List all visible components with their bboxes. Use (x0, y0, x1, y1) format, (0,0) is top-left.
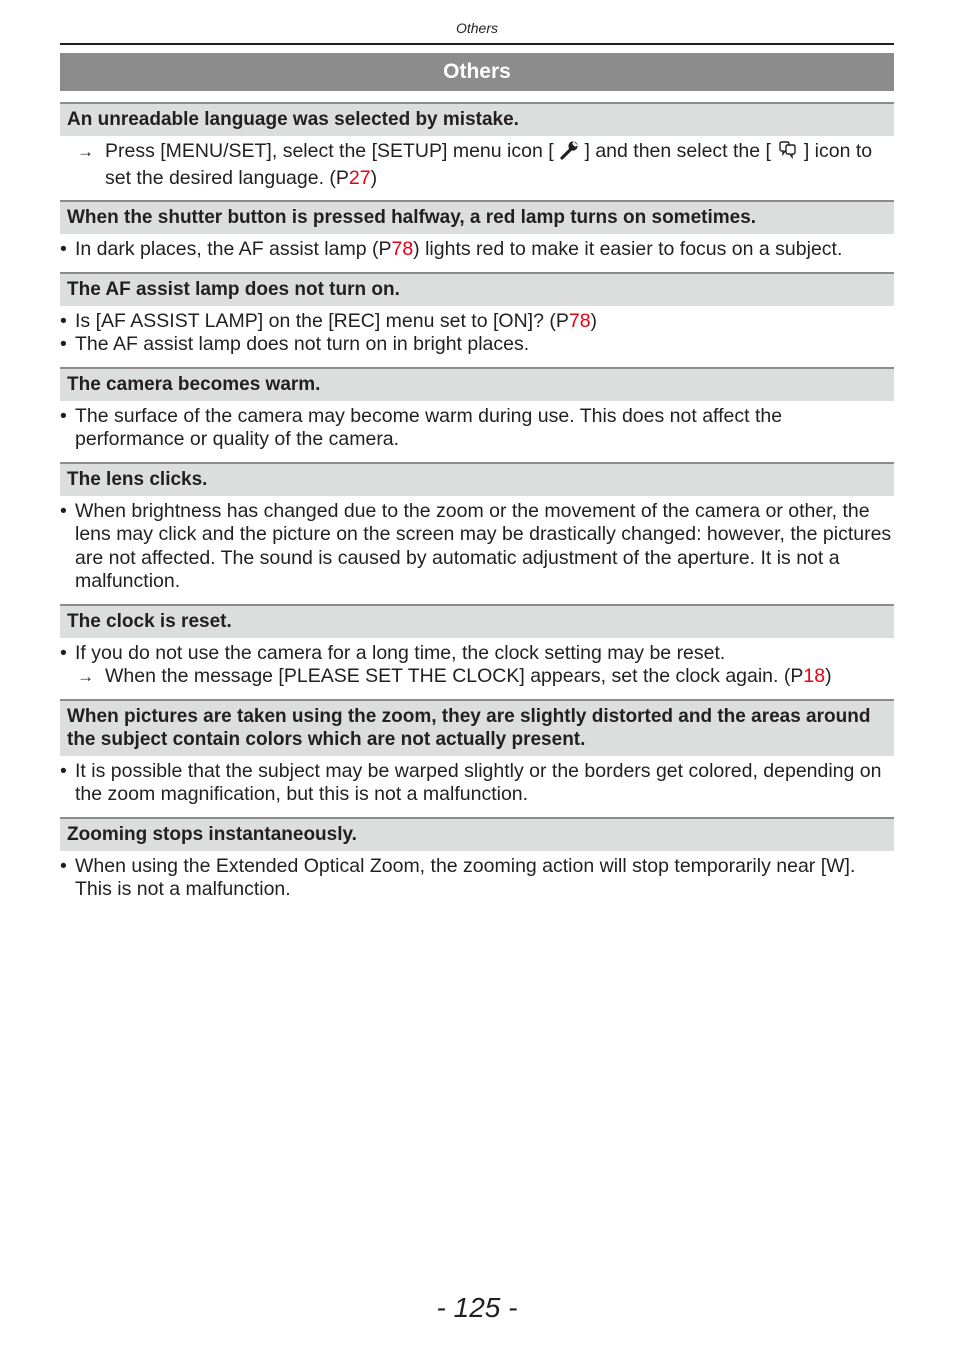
section-lens-clicks (60, 462, 894, 594)
bullet-item: • When brightness has changed due to the zoom or the movement of the camera or other, the lens may click and the picture on the screen may be drastically changed: however, the pictures are not affected. The sound is caused by automatic adjustment of the aperture. It is not a malfunction. (60, 500, 894, 594)
wrench-icon (559, 140, 579, 167)
section-heading: The camera becomes warm. (60, 367, 894, 401)
bullet-item: • The surface of the camera may become warm during use. This does not affect the performance or quality of the camera. (60, 405, 894, 452)
section-heading: The AF assist lamp does not turn on. (60, 272, 894, 306)
chapter-title-bar (60, 53, 894, 91)
instruction-text: Press [MENU/SET], select the [SETUP] menu icon [ (105, 140, 554, 162)
page-reference-link[interactable]: 27 (348, 166, 371, 189)
section-heading: The clock is reset. (60, 604, 894, 638)
section-heading: An unreadable language was selected by mistake. (60, 102, 894, 136)
section-zoom-stops (60, 817, 894, 902)
running-header: Others (455, 20, 498, 36)
header-rule (60, 43, 894, 45)
instruction-text: ] icon to set the desired language. (P (105, 140, 873, 189)
section-zoom-distortion (60, 699, 894, 807)
section-heading: When the shutter button is pressed halfway, a red lamp turns on sometimes. (60, 200, 894, 234)
bullet-item: • Is [AF ASSIST LAMP] on the [REC] menu set to [ON]? (P78) (60, 310, 894, 334)
bullet-item: • When using the Extended Optical Zoom, the zooming action will stop temporarily near [W]. This is not a malfunction. (60, 855, 894, 902)
arrow-instruction: → When the message [PLEASE SET THE CLOCK] appears, set the clock again. (P18) (60, 665, 894, 689)
section-af-lamp-off (60, 272, 894, 357)
section-heading: Zooming stops instantaneously. (60, 817, 894, 851)
section-camera-warm (60, 367, 894, 452)
page-reference-link[interactable]: 18 (803, 665, 826, 687)
bullet-item: • The AF assist lamp does not turn on in bright places. (60, 333, 894, 357)
language-speech-icon (776, 140, 798, 167)
bullet-item: • In dark places, the AF assist lamp (P78) lights red to make it easier to focus on a subject. (60, 238, 894, 262)
section-unreadable-language (60, 102, 894, 190)
instruction-text: ) (370, 166, 378, 189)
section-heading: When pictures are taken using the zoom, they are slightly distorted and the areas around the subject contain colors which are not actually present. (60, 699, 894, 756)
section-red-lamp (60, 200, 894, 262)
page-number: - 125 - (436, 1292, 518, 1323)
page-reference-link[interactable]: 78 (391, 238, 414, 260)
page-reference-link[interactable]: 78 (568, 309, 591, 332)
bullet-item: • It is possible that the subject may be warped slightly or the borders get colored, depending on the zoom magnification, but this is not a malfunction. (60, 760, 894, 807)
chapter-title: Others (443, 60, 511, 83)
bullet-item: • If you do not use the camera for a long time, the clock setting may be reset. (60, 642, 894, 666)
arrow-instruction (60, 140, 894, 190)
troubleshooting-content (60, 102, 894, 912)
section-heading: The lens clicks. (60, 462, 894, 496)
section-clock-reset (60, 604, 894, 689)
instruction-text: ] and then select the [ (584, 140, 771, 162)
